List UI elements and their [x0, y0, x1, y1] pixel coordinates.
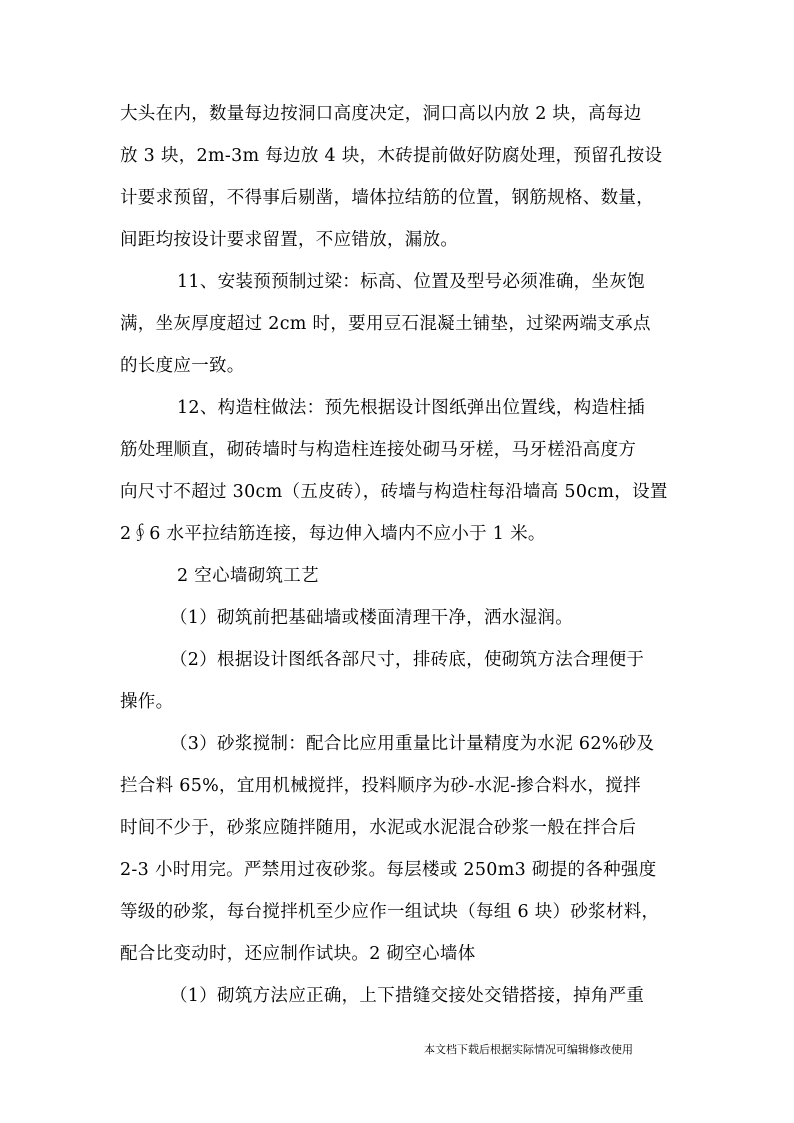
paragraph-line: 筋处理顺直，砌砖墙时与构造柱连接处砌马牙槎，马牙槎沿高度方 [120, 440, 637, 460]
paragraph-line: 放 3 块，2m-3m 每边放 4 块，木砖提前做好防腐处理，预留孔按设 [120, 146, 663, 166]
paragraph-line: （2）根据设计图纸各部尺寸，排砖底，使砌筑方法合理便于 [170, 650, 645, 670]
paragraph-line: 配合比变动时，还应制作试块。2 砌空心墙体 [120, 944, 476, 964]
paragraph-line: 12、构造柱做法：预先根据设计图纸弹出位置线，构造柱插 [177, 398, 645, 418]
paragraph-line: 操作。 [120, 692, 174, 712]
paragraph-line: （1）砌筑方法应正确，上下措缝交接处交错搭接，掉角严重 [170, 986, 645, 1006]
paragraph-line: 间距均按设计要求留置，不应错放，漏放。 [120, 230, 459, 250]
paragraph-line: 拦合料 65%，宜用机械搅拌，投料顺序为砂-水泥-掺合料水，搅拌 [120, 776, 641, 796]
paragraph-line: 满，坐灰厚度超过 2cm 时，要用豆石混凝土铺垫，过梁两端支承点 [120, 314, 651, 334]
footer-note: 本文档下载后根据实际情况可编辑修改使用 [424, 1043, 633, 1056]
paragraph-line: 11、安装预预制过梁：标高、位置及型号必须准确，坐灰饱 [177, 272, 645, 292]
paragraph-line: （3）砂浆搅制：配合比应用重量比计量精度为水泥 62%砂及 [170, 734, 655, 754]
paragraph-line: 等级的砂浆，每台搅拌机至少应作一组试块（每组 6 块）砂浆材料， [120, 902, 660, 922]
paragraph-line: 计要求预留，不得事后剔凿，墙体拉结筋的位置，钢筋规格、数量， [120, 188, 654, 208]
paragraph-line: 2∮6 水平拉结筋连接，每边伸入墙内不应小于 1 米。 [120, 524, 546, 544]
paragraph-line: 向尺寸不超过 30cm（五皮砖），砖墙与构造柱每沿墙高 50cm，设置 [120, 482, 668, 502]
paragraph-line: 2-3 小时用完。严禁用过夜砂浆。每层楼或 250m3 砌提的各种强度 [120, 860, 657, 880]
paragraph-line: 大头在内，数量每边按洞口高度决定，洞口高以内放 2 块，高每边 [120, 104, 642, 124]
paragraph-line: 时间不少于，砂浆应随拌随用，水泥或水泥混合砂浆一般在拌合后 [120, 818, 637, 838]
section-heading: 2 空心墙砌筑工艺 [177, 566, 319, 586]
paragraph-line: 的长度应一致。 [120, 356, 245, 376]
paragraph-line: （1）砌筑前把基础墙或楼面清理干净，洒水湿润。 [170, 608, 574, 628]
